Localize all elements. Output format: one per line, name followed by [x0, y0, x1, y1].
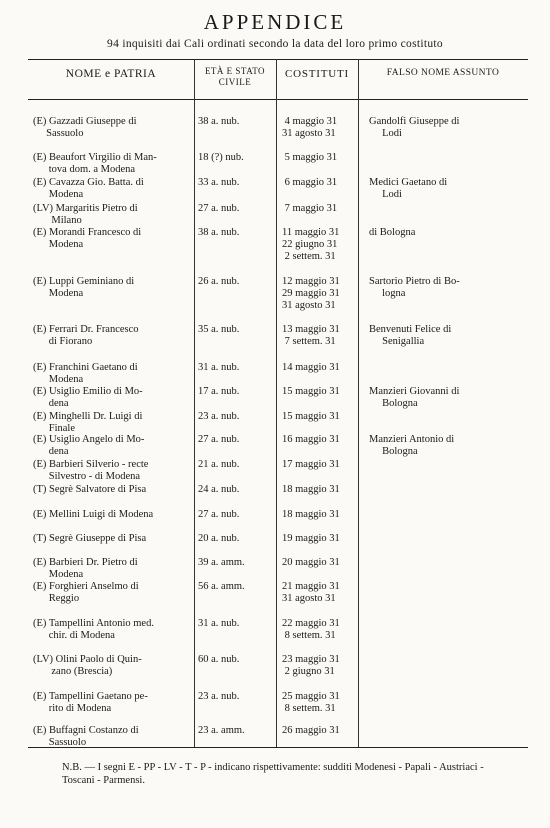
row-age: 56 a. amm.	[198, 581, 245, 592]
row-age: 20 a. nub.	[198, 533, 240, 544]
row-name: (E) Barbieri Dr. Pietro di Modena	[33, 557, 138, 580]
row-name: (E) Luppi Geminiano di Modena	[33, 276, 135, 299]
table-top-rule	[28, 59, 528, 60]
row-age: 23 a. amm.	[198, 725, 245, 736]
row-costituti: 13 maggio 31 7 settem. 31	[282, 324, 340, 347]
row-age: 26 a. nub.	[198, 276, 240, 287]
row-age: 21 a. nub.	[198, 459, 240, 470]
row-name: (E) Forghieri Anselmo di Reggio	[33, 581, 139, 604]
row-costituti: 11 maggio 31 22 giugno 31 2 settem. 31	[282, 227, 340, 262]
row-costituti: 18 maggio 31	[282, 509, 340, 520]
page-title: APPENDICE	[203, 10, 347, 34]
table-header-rule	[28, 99, 528, 100]
row-name: (E) Usiglio Emilio di Mo- dena	[33, 386, 143, 409]
header-name: NOME e PATRIA	[65, 68, 157, 80]
row-age: 60 a. nub.	[198, 654, 240, 665]
row-name: (E) Gazzadi Giuseppe di Sassuolo	[33, 116, 137, 139]
row-alias: Sartorio Pietro di Bo- logna	[369, 276, 460, 299]
row-age: 23 a. nub.	[198, 411, 240, 422]
row-costituti: 6 maggio 31	[282, 177, 338, 188]
row-age: 38 a. nub.	[198, 116, 240, 127]
row-alias: Benvenuti Felice di Senigallia	[369, 324, 452, 347]
row-name: (E) Ferrari Dr. Francesco di Fiorano	[33, 324, 139, 347]
row-costituti: 21 maggio 31 31 agosto 31	[282, 581, 340, 604]
row-age: 27 a. nub.	[198, 509, 240, 520]
row-name: (LV) Olini Paolo di Quin- zano (Brescia)	[33, 654, 142, 677]
row-age: 17 a. nub.	[198, 386, 240, 397]
row-costituti: 18 maggio 31	[282, 484, 340, 495]
row-costituti: 15 maggio 31	[282, 411, 340, 422]
row-alias: Manzieri Antonio di Bologna	[369, 434, 455, 457]
row-name: (E) Tampellini Gaetano pe- rito di Modena	[33, 691, 148, 714]
row-name: (E) Minghelli Dr. Luigi di Finale	[33, 411, 143, 434]
row-name: (E) Barbieri Silverio - recte Silvestro - di Modena	[33, 459, 149, 482]
row-costituti: 22 maggio 31 8 settem. 31	[282, 618, 340, 641]
row-costituti: 12 maggio 31 29 maggio 31 31 agosto 31	[282, 276, 340, 311]
row-name: (E) Buffagni Costanzo di Sassuolo	[33, 725, 139, 748]
row-costituti: 4 maggio 31 31 agosto 31	[282, 116, 338, 139]
column-divider	[276, 59, 277, 747]
row-name: (E) Morandi Francesco di Modena	[33, 227, 142, 250]
row-name: (T) Segrè Giuseppe di Pisa	[33, 533, 147, 544]
row-costituti: 20 maggio 31	[282, 557, 340, 568]
row-costituti: 16 maggio 31	[282, 434, 340, 445]
row-age: 23 a. nub.	[198, 691, 240, 702]
row-costituti: 23 maggio 31 2 giugno 31	[282, 654, 340, 677]
row-costituti: 17 maggio 31	[282, 459, 340, 470]
row-name: (E) Cavazza Gio. Batta. di Modena	[33, 177, 144, 200]
header-costituti: COSTITUTI	[284, 68, 350, 80]
column-divider	[358, 59, 359, 747]
row-age: 27 a. nub.	[198, 434, 240, 445]
row-alias: di Bologna	[369, 227, 416, 238]
page-subtitle: 94 inquisiti dai Cali ordinati secondo la data del loro primo costituto	[107, 38, 443, 50]
column-divider	[194, 59, 195, 747]
row-age: 24 a. nub.	[198, 484, 240, 495]
footnote: N.B. — I segni E - PP - LV - T - P - indicano rispettivamente: sudditi Modenesi - Papali - Austriaci - Toscani - Parmensi.	[62, 762, 484, 786]
row-age: 31 a. nub.	[198, 618, 240, 629]
row-costituti: 15 maggio 31	[282, 386, 340, 397]
row-alias: Gandolfi Giuseppe di Lodi	[369, 116, 460, 139]
row-age: 27 a. nub.	[198, 203, 240, 214]
row-alias: Manzieri Giovanni di Bologna	[369, 386, 460, 409]
row-name: (E) Mellini Luigi di Modena	[33, 509, 154, 520]
header-age: ETÀ E STATO CIVILE	[204, 66, 266, 87]
row-name: (E) Beaufort Virgilio di Man- tova dom. a Modena	[33, 152, 157, 175]
row-name: (E) Tampellini Antonio med. chir. di Modena	[33, 618, 154, 641]
header-alias: FALSO NOME ASSUNTO	[386, 68, 500, 78]
row-costituti: 19 maggio 31	[282, 533, 340, 544]
row-age: 33 a. nub.	[198, 177, 240, 188]
row-age: 31 a. nub.	[198, 362, 240, 373]
row-costituti: 14 maggio 31	[282, 362, 340, 373]
row-name: (E) Usiglio Angelo di Mo- dena	[33, 434, 145, 457]
row-age: 38 a. nub.	[198, 227, 240, 238]
row-alias: Medici Gaetano di Lodi	[369, 177, 448, 200]
row-age: 39 a. amm.	[198, 557, 245, 568]
row-name: (T) Segrè Salvatore di Pisa	[33, 484, 147, 495]
row-costituti: 25 maggio 31 8 settem. 31	[282, 691, 340, 714]
row-name: (LV) Margaritis Pietro di Milano	[33, 203, 138, 226]
row-age: 18 (?) nub.	[198, 152, 244, 163]
row-name: (E) Franchini Gaetano di Modena	[33, 362, 138, 385]
row-age: 35 a. nub.	[198, 324, 240, 335]
row-costituti: 7 maggio 31	[282, 203, 338, 214]
row-costituti: 5 maggio 31	[282, 152, 338, 163]
row-costituti: 26 maggio 31	[282, 725, 340, 736]
